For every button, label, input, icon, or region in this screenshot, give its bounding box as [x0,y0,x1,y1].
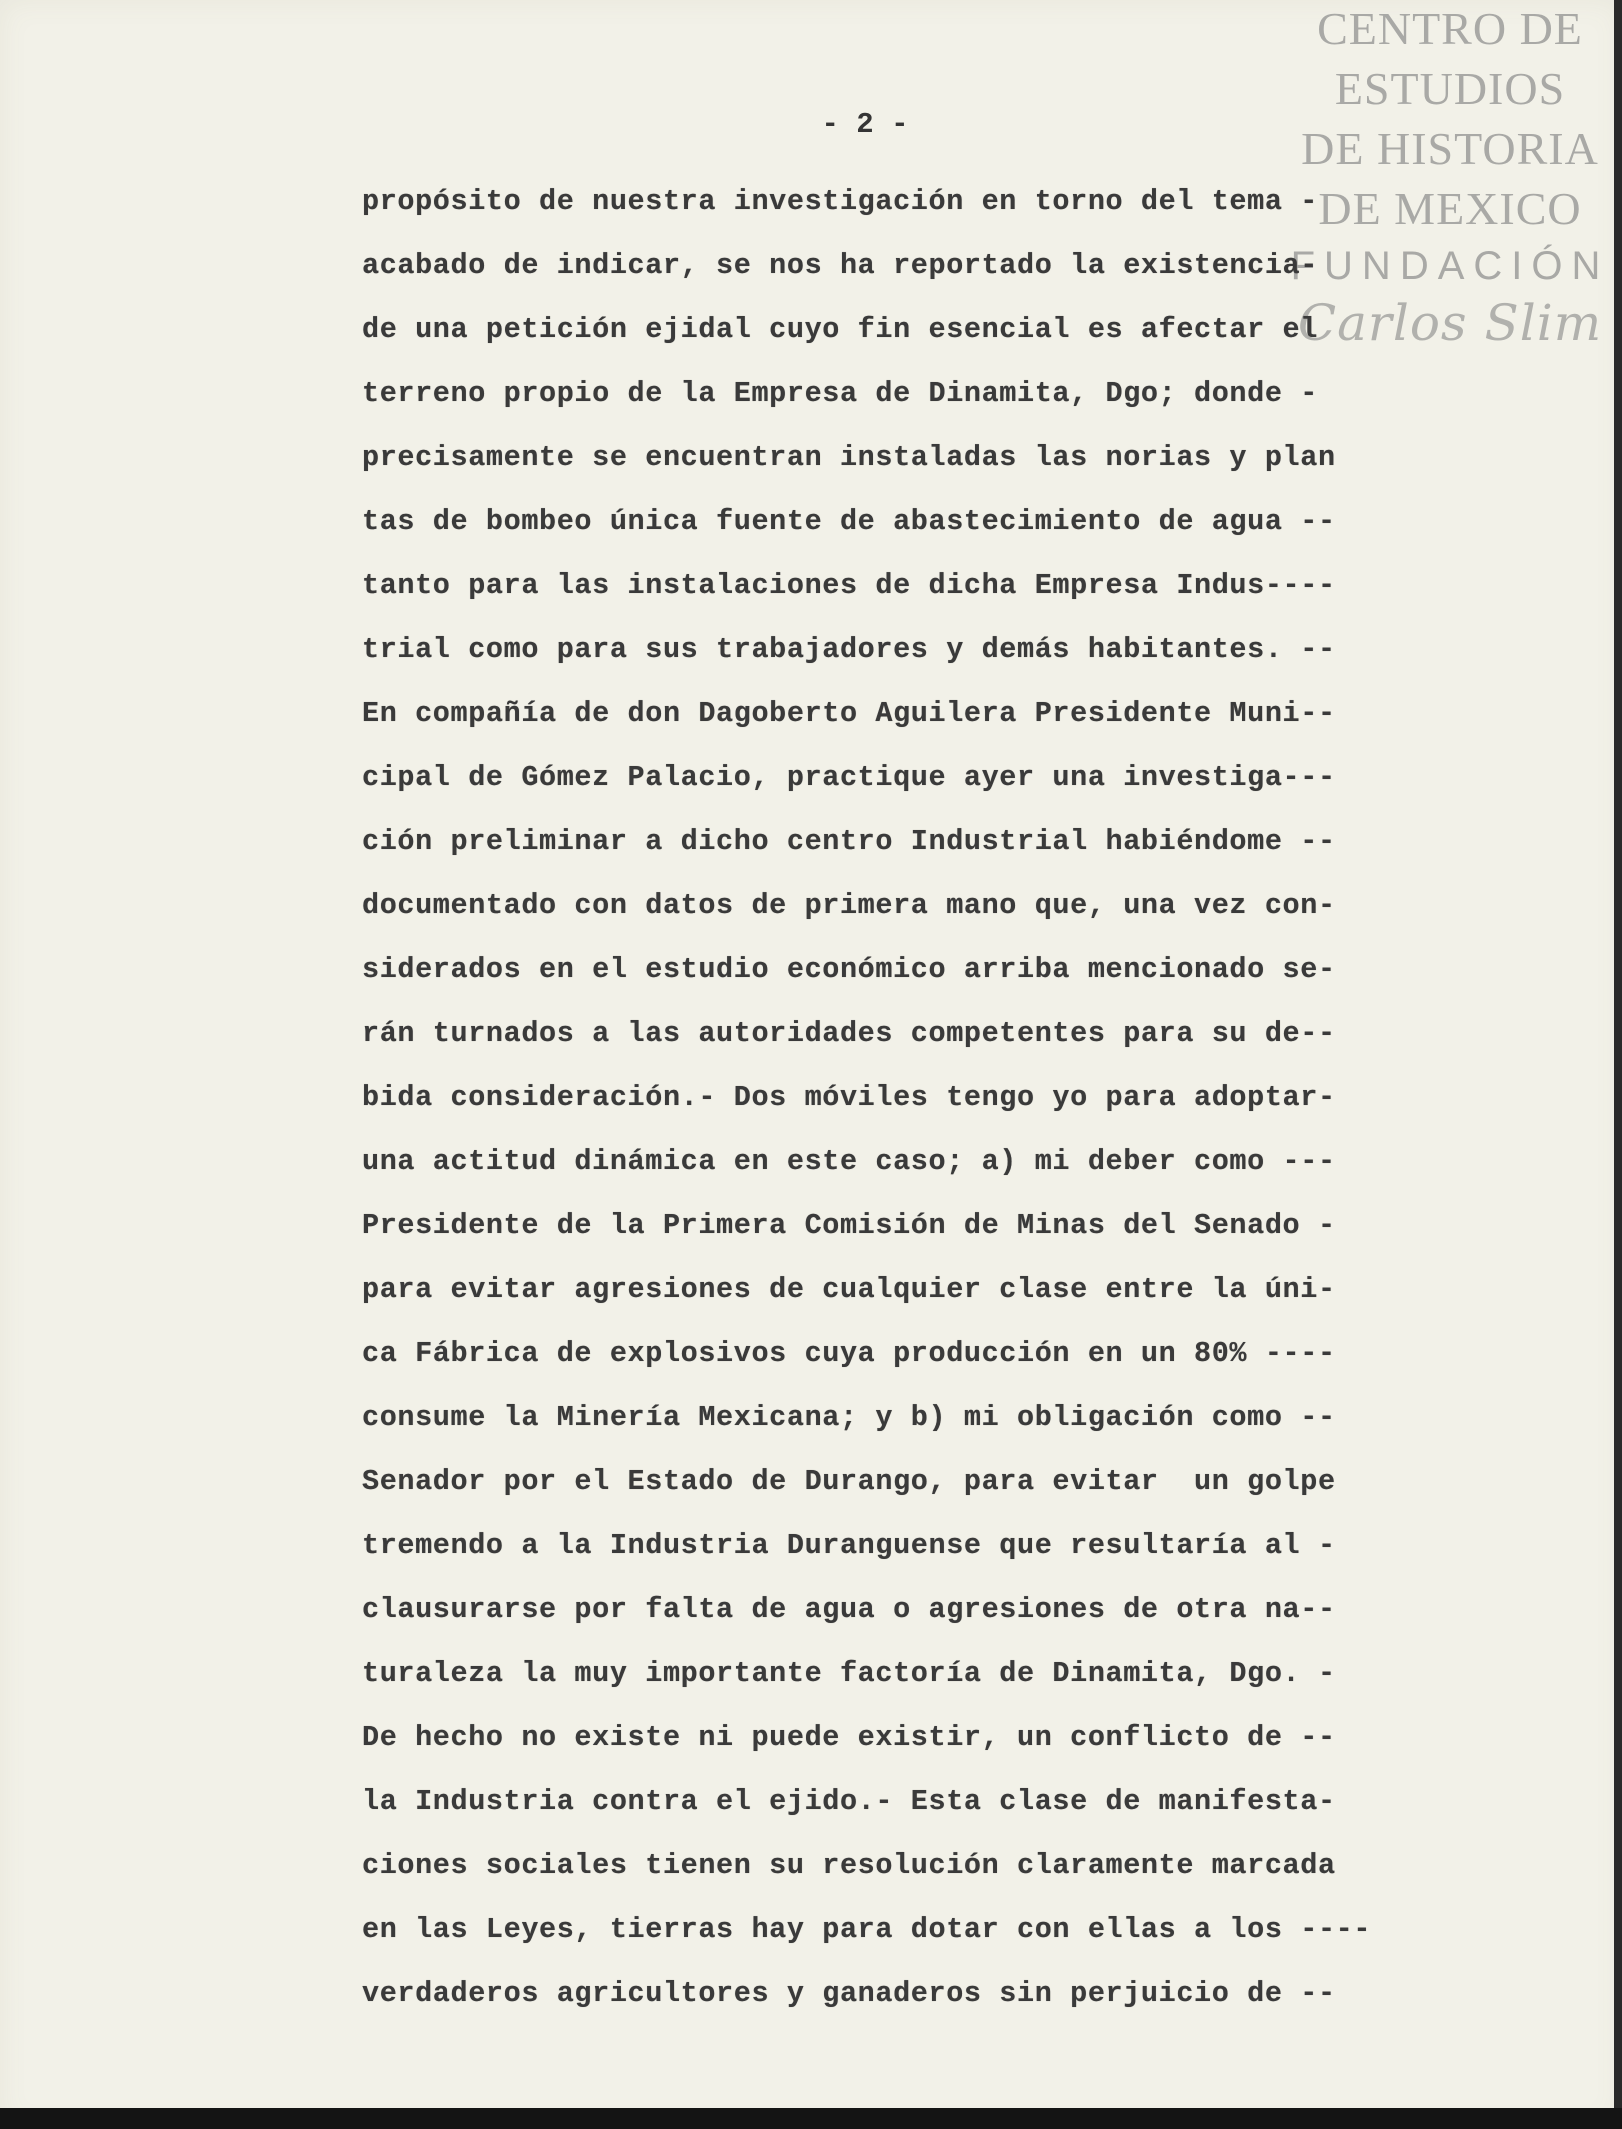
text-line: acabado de indicar, se nos ha reportado la existencia- [362,249,1318,282]
watermark-foundation: FUNDACIÓN [1290,244,1610,288]
text-line: clausurarse por falta de agua o agresiones de otra na-- [362,1593,1336,1626]
text-line: tanto para las instalaciones de dicha Empresa Indus---- [362,569,1336,602]
watermark-line: ESTUDIOS [1334,63,1566,114]
text-line: ciones sociales tienen su resolución claramente marcada [362,1849,1336,1882]
text-line: terreno propio de la Empresa de Dinamita, Dgo; donde - [362,377,1318,410]
page-number: - 2 - [821,108,909,141]
text-line: turaleza la muy importante factoría de Dinamita, Dgo. - [362,1657,1336,1690]
text-line: propósito de nuestra investigación en torno del tema - [362,185,1318,218]
text-line: tremendo a la Industria Duranguense que resultaría al - [362,1529,1336,1562]
typed-body-text [362,170,1412,2026]
text-line: bida consideración.- Dos móviles tengo yo para adoptar- [362,1081,1336,1114]
text-line: documentado con datos de primera mano que, una vez con- [362,889,1336,922]
watermark-line: CENTRO DE [1317,3,1583,54]
text-line: En compañía de don Dagoberto Aguilera Presidente Muni-- [362,697,1336,730]
text-line: ción preliminar a dicho centro Industrial habiéndome -- [362,825,1336,858]
text-line: para evitar agresiones de cualquier clase entre la úni- [362,1273,1336,1306]
text-line: en las Leyes, tierras hay para dotar con ellas a los ---- [362,1913,1372,1946]
watermark-line: DE MEXICO [1318,183,1582,234]
text-line: Presidente de la Primera Comisión de Minas del Senado - [362,1209,1336,1242]
text-line: De hecho no existe ni puede existir, un conflicto de -- [362,1721,1336,1754]
watermark-signature: Carlos Slim [1297,294,1603,352]
scan-edge-bottom [0,2108,1622,2129]
text-line: ca Fábrica de explosivos cuya producción en un 80% ---- [362,1337,1336,1370]
text-line: Senador por el Estado de Durango, para evitar un golpe [362,1465,1336,1498]
text-line: trial como para sus trabajadores y demás habitantes. -- [362,633,1336,666]
watermark-line: DE HISTORIA [1301,123,1599,174]
text-line: la Industria contra el ejido.- Esta clase de manifesta- [362,1785,1336,1818]
text-line: consume la Minería Mexicana; y b) mi obligación como -- [362,1401,1336,1434]
text-line: verdaderos agricultores y ganaderos sin perjuicio de -- [362,1977,1336,2010]
text-line: tas de bombeo única fuente de abastecimiento de agua -- [362,505,1336,538]
text-line: cipal de Gómez Palacio, practique ayer una investiga--- [362,761,1336,794]
text-line: precisamente se encuentran instaladas las norias y plan [362,441,1336,474]
scan-edge-right [1614,0,1622,2129]
text-line: siderados en el estudio económico arriba mencionado se- [362,953,1336,986]
text-line: de una petición ejidal cuyo fin esencial es afectar el [362,313,1318,346]
text-line: una actitud dinámica en este caso; a) mi deber como --- [362,1145,1336,1178]
text-line: rán turnados a las autoridades competentes para su de-- [362,1017,1336,1050]
